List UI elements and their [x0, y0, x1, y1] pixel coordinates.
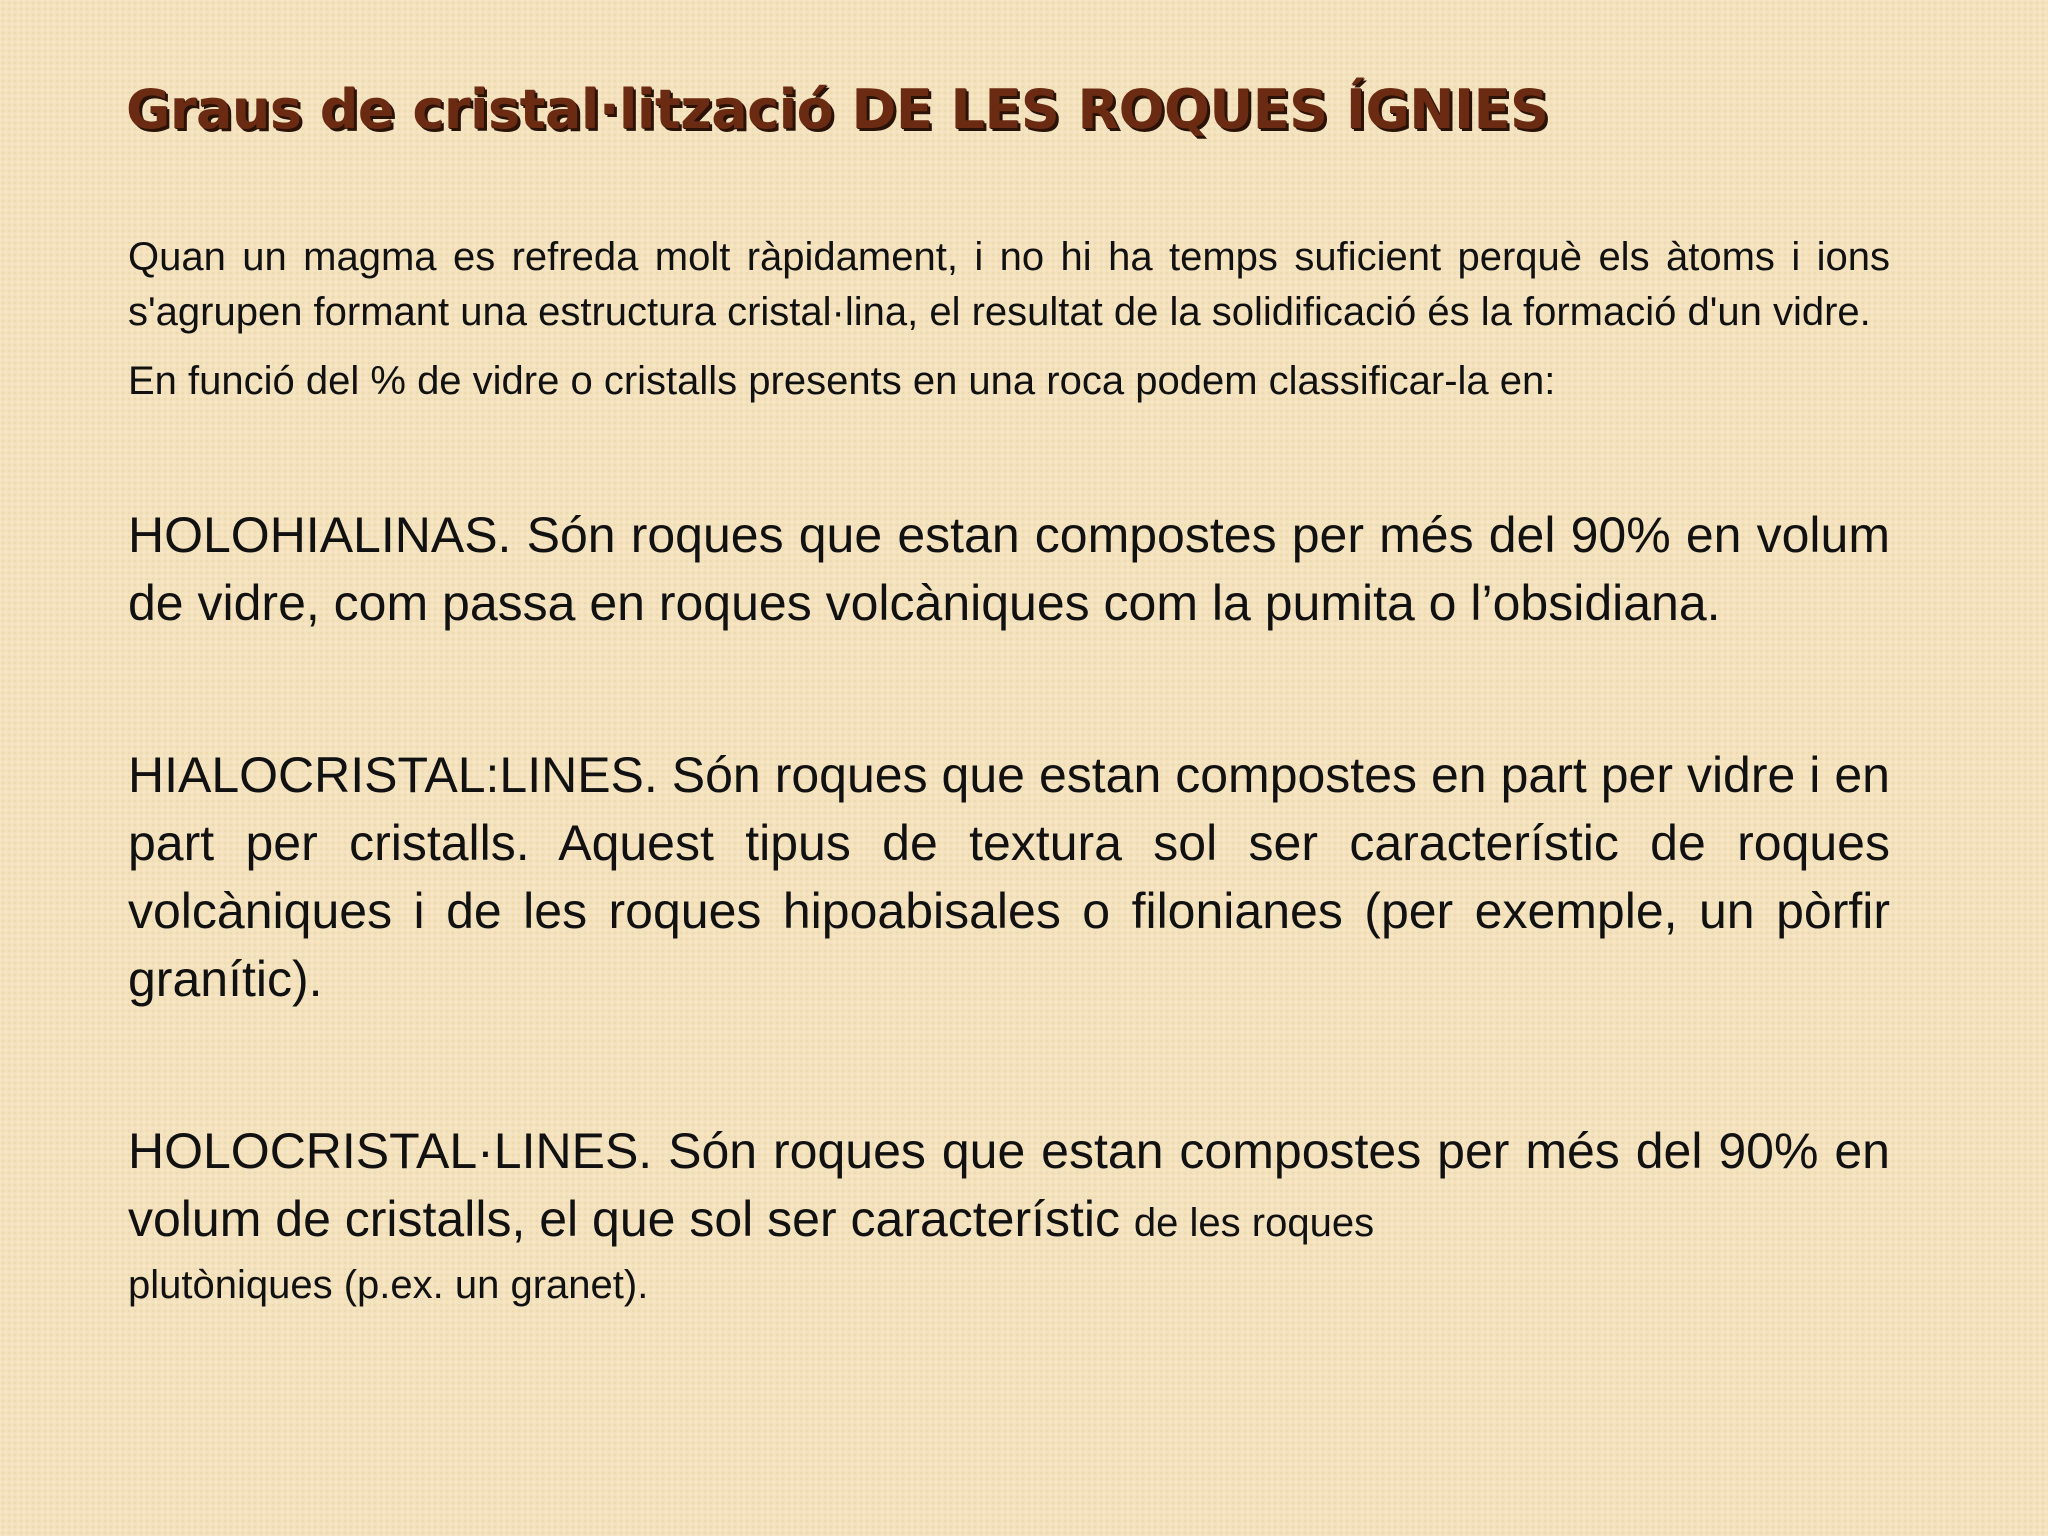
term-hialocristallines: HIALOCRISTAL:LINES. Són roques que estan compostes en part per vidre i en part per cristalls. Aquest tipus de textura sol ser característic de roques volcàniques i de les roques hipoabisales o filonianes (per exemple, un pòrfir granític). — [128, 747, 1890, 1007]
intro-paragraph: Quan un magma es refreda molt ràpidament, i no hi ha temps suficient perquè els àtoms i ions s'agrupen formant una estructura cristal·lina, el resultat de la solidificació és la formació d'un vidre. — [128, 235, 1890, 334]
term-holocristallines — [128, 1117, 1890, 1257]
classification-lead: En funció del % de vidre o cristalls presents en una roca podem classificar-la en: — [128, 359, 1556, 403]
slide-title: Graus de cristal·lització DE LES ROQUES ÍGNIES — [126, 78, 1549, 141]
slide-content — [128, 230, 1890, 1313]
term-holocristallines-tail: plutòniques (p.ex. un granet). — [128, 1263, 649, 1307]
intro-section — [128, 230, 1890, 409]
term-holohialinas: HOLOHIALINAS. Són roques que estan compostes per més del 90% en volum de vidre, com passa en roques volcàniques com la pumita o l’obsidiana. — [128, 507, 1890, 631]
term-holocristallines-small: de les roques — [1133, 1201, 1375, 1245]
term-holocristallines-main: HOLOCRISTAL·LINES. Són roques que estan compostes per més del 90% en volum de cristalls, el que sol ser característic — [128, 1123, 1890, 1247]
